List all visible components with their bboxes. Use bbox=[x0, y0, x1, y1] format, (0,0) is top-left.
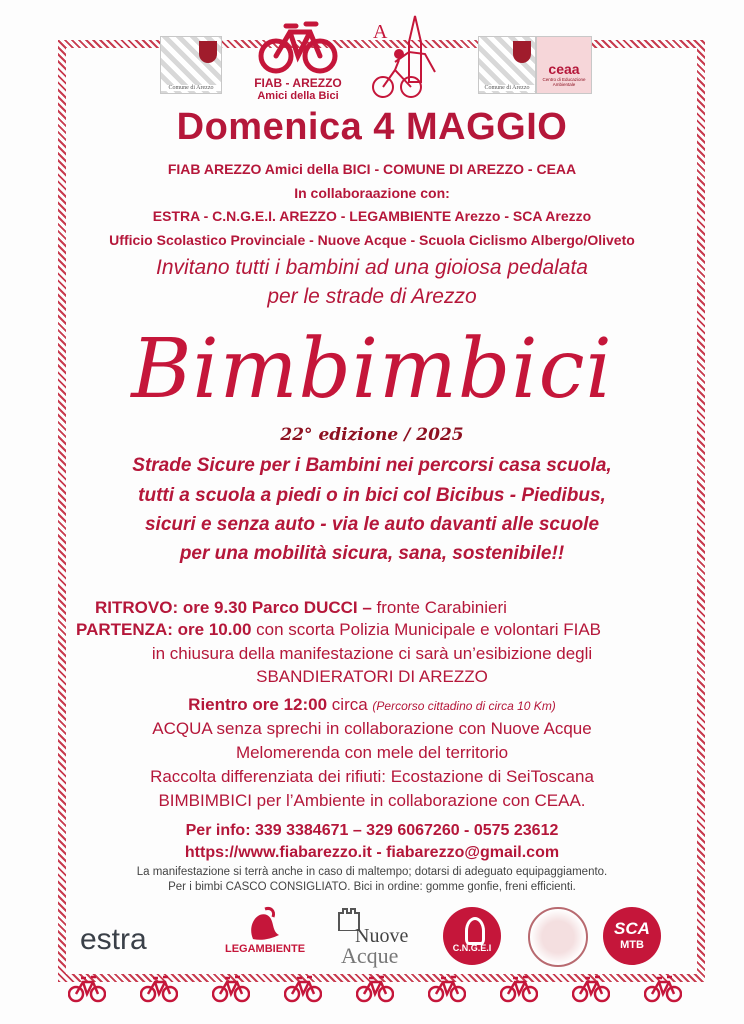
event-date-title: Domenica 4 MAGGIO bbox=[176, 106, 568, 148]
slogan-line-1: Strade Sicure per i Bambini nei percorsi casa scuola, bbox=[132, 455, 612, 476]
estra-text: estra bbox=[80, 923, 147, 956]
crest-icon bbox=[199, 41, 217, 63]
invite-line-1: Invitano tutti i bambini ad una gioiosa pedalata bbox=[156, 256, 588, 279]
bicycle-icon bbox=[68, 975, 106, 1003]
sca-logo bbox=[603, 905, 667, 967]
ritrovo-label: RITROVO: ore 9.30 Parco DUCCI – bbox=[95, 598, 372, 617]
collab-line-1: ESTRA - C.N.G.E.I. AREZZO - LEGAMBIENTE Arezzo - SCA Arezzo bbox=[152, 208, 592, 224]
collab-intro: In collaboraazione con: bbox=[294, 185, 450, 201]
lily-shape bbox=[465, 917, 485, 945]
comune-label-right: Comune di Arezzo bbox=[479, 85, 535, 91]
bicycle-icon bbox=[140, 975, 178, 1003]
bicycle-row bbox=[68, 975, 682, 1007]
edition: 22° edizione / 2025 bbox=[280, 425, 464, 445]
church-bike-icon bbox=[365, 12, 445, 102]
slogan-line-2: tutti a scuola a piedi o in bici col Bicibus - Piedibus, bbox=[138, 485, 606, 506]
collab-line-2: Ufficio Scolastico Provinciale - Nuove Acque - Scuola Ciclismo Albergo/Oliveto bbox=[109, 232, 635, 248]
chiusura-line-1: in chiusura della manifestazione ci sarà un’esibizione degli bbox=[151, 644, 593, 663]
ritrovo-text: fronte Carabinieri bbox=[371, 598, 507, 617]
organizers: FIAB AREZZO Amici della BICI - COMUNE DI AREZZO - CEAA bbox=[167, 161, 577, 177]
estra-logo bbox=[80, 905, 202, 967]
swan-icon bbox=[245, 905, 285, 943]
comune-label-left: Comune di Arezzo bbox=[161, 85, 221, 91]
sca-text: SCA bbox=[614, 919, 650, 938]
nuove-text: Nuove bbox=[355, 925, 409, 947]
cngei-text: C.N.G.E.I bbox=[452, 943, 492, 953]
church-bike-logo bbox=[365, 12, 445, 102]
contact-web[interactable]: https://www.fiabarezzo.it - fiabarezzo@gmail.com bbox=[184, 844, 560, 861]
invite-line-2: per le strade di Arezzo bbox=[267, 285, 477, 308]
legambiente-logo bbox=[215, 905, 315, 967]
comune-logo-right bbox=[478, 36, 536, 94]
chiusura-line-2: SBANDIERATORI DI AREZZO bbox=[256, 667, 488, 686]
extra-line-2: Melomerenda con mele del territorio bbox=[235, 743, 509, 762]
fiab-logo bbox=[248, 18, 348, 113]
rientro-label: Rientro ore 12:00 bbox=[188, 695, 328, 714]
rientro-line bbox=[0, 694, 744, 717]
rientro-text: circa bbox=[327, 695, 373, 714]
footnote-2: Per i bimbi CASCO CONSIGLIATO. Bici in ordine: gomme gonfie, freni efficienti. bbox=[168, 881, 576, 893]
partenza-label: PARTENZA: ore 10.00 bbox=[76, 620, 252, 639]
slogan-line-4: per una mobilità sicura, sana, sostenibile!! bbox=[179, 543, 565, 564]
ritrovo-line bbox=[95, 597, 507, 618]
fiab-sub: Amici della Bici bbox=[257, 90, 339, 102]
ceaa-logo bbox=[536, 36, 592, 94]
partenza-text: con scorta Polizia Municipale e volontari FIAB bbox=[251, 620, 602, 639]
bicycle-icon bbox=[500, 975, 538, 1003]
rientro-note: (Percorso cittadino di circa 10 Km) bbox=[372, 699, 556, 713]
footnote-1: La manifestazione si terrà anche in caso di maltempo; dotarsi di adeguato equipaggiamento. bbox=[136, 866, 608, 878]
comune-logo-left bbox=[160, 36, 222, 94]
bicycle-icon bbox=[644, 975, 682, 1003]
nuove-acque-logo bbox=[325, 905, 430, 967]
bicycle-icon bbox=[284, 975, 322, 1003]
slogan-line-3: sicuri e senza auto - via le auto davanti alle scuole bbox=[144, 514, 600, 535]
bicycle-icon bbox=[428, 975, 466, 1003]
acque-text: Acque bbox=[341, 943, 399, 968]
lion-logo bbox=[528, 905, 590, 967]
partenza-line bbox=[76, 619, 601, 640]
sca-sub: MTB bbox=[620, 939, 644, 951]
ceaa-label: ceaa bbox=[548, 61, 580, 77]
bicycle-icon bbox=[258, 18, 338, 76]
bicycle-icon bbox=[212, 975, 250, 1003]
lion-icon bbox=[528, 907, 588, 967]
bicycle-icon bbox=[572, 975, 610, 1003]
extra-line-4: BIMBIMBICI per l’Ambiente in collaborazione con CEAA. bbox=[158, 791, 586, 810]
crest-icon bbox=[513, 41, 531, 63]
cngei-logo bbox=[443, 905, 505, 967]
legambiente-text: LEGAMBIENTE bbox=[224, 943, 306, 955]
event-name: Bimbimbici bbox=[131, 322, 613, 417]
fiab-name: FIAB - AREZZO bbox=[254, 76, 342, 90]
bicycle-icon bbox=[356, 975, 394, 1003]
ceaa-sub: Centro di Educazione Ambientale bbox=[542, 77, 586, 87]
contact-phones: Per info: 339 3384671 – 329 6067260 - 0575 23612 bbox=[185, 822, 559, 839]
svg-text:A: A bbox=[373, 21, 388, 43]
extra-line-3: Raccolta differenziata dei rifiuti: Ecostazione di SeiToscana bbox=[150, 767, 594, 786]
extra-line-1: ACQUA senza sprechi in collaborazione con Nuove Acque bbox=[152, 719, 592, 738]
